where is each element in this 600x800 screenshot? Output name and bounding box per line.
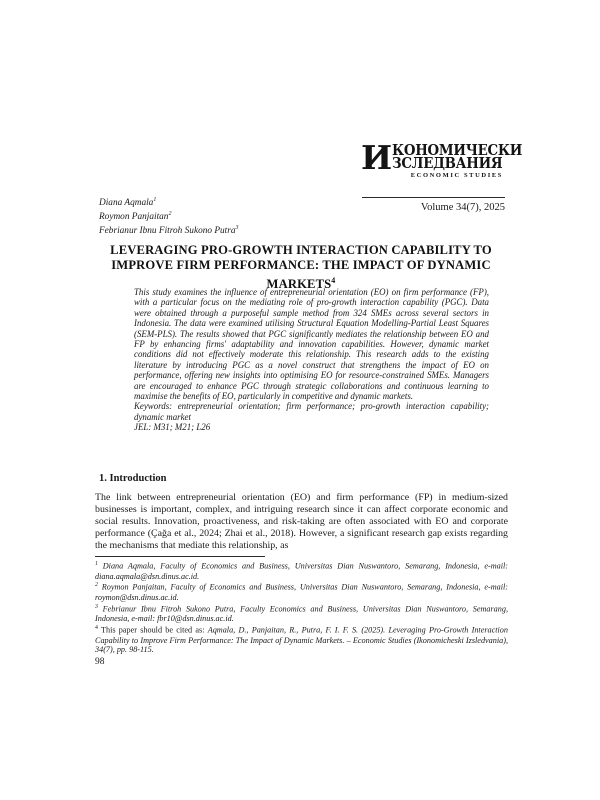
paper-title: [95, 243, 507, 292]
logo-words: [392, 144, 533, 170]
title-footnote-marker: 4: [331, 276, 336, 285]
footnote-citation-text: Aqmala, D., Panjaitan, R., Putra, F. I. F. S. (2025). Leveraging Pro-Growth Interaction Capability to Improve Firm Performance: The Impact of Dynamic Markets. – Economic Studies (Ikonomicheski Izsledvania), 34(7), pp. 98-115.: [95, 625, 508, 655]
author-name-text: Diana Aqmala: [99, 198, 154, 209]
abstract-text: This study examines the influence of entrepreneurial orientation (EO) on firm performance (FP), with a particular focus on the mediating role of pro-growth interaction capability (PGC). Data were obtained through a purposeful sample method from 324 SMEs across several sectors in Indonesia. The data were examined utilising Structural Equation Modelling-Partial Least Squares (SEM-PLS). The results showed that PGC significantly mediates the relationship between EO and FP by enhancing firms' adaptability and innovation capabilities. However, dynamic market conditions did not effectively moderate this relationship. This research adds to the existing literature by introducing PGC as a novel construct that strengthens the impact of EO on performance, offering new insights into optimising EO for resource-constrained SMEs. Managers are encouraged to enhance PGC through strategic collaborations and continuous learning to maximise the benefits of EO, particularly in competitive and dynamic markets.: [134, 287, 489, 402]
footnote-text: Febrianur Ibnu Fitroh Sukono Putra, Faculty Economics and Business, Universitas Dian Nuswantoro, Semarang, Indonesia, e-mail: fbr10@dsn.dinus.ac.id.: [95, 604, 508, 624]
footnote-marker: 1: [95, 561, 98, 567]
logo-word-line1: КОНОМИЧЕСКИ: [392, 142, 523, 159]
footnote-marker: 2: [95, 582, 98, 589]
author-footnote-marker: 2: [168, 211, 172, 218]
author-name: [99, 195, 239, 209]
author-footnote-marker: 3: [235, 225, 239, 232]
paper-title-text: LEVERAGING PRO-GROWTH INTERACTION CAPABILITY TO IMPROVE FIRM PERFORMANCE: THE IMPACT OF DYNAMIC MARKETS: [110, 243, 492, 292]
jel-line: JEL: M31; M21; L26: [134, 422, 211, 433]
author-name-text: Febrianur Ibnu Fitroh Sukono Putra: [99, 226, 236, 237]
footnote-marker: 4: [95, 624, 98, 631]
journal-logo: [361, 138, 523, 179]
logo-word-line2: ЗСЛЕДВАНИЯ: [392, 155, 503, 172]
logo-initial-letter: И: [361, 138, 392, 177]
volume-issue-line: Volume 34(7), 2025: [420, 202, 505, 213]
footnote-4: [95, 624, 508, 655]
author-list: [99, 195, 239, 237]
footnotes-block: [95, 560, 508, 655]
footnote-marker: 3: [95, 603, 98, 610]
footnote-3: [95, 603, 508, 624]
introduction-paragraph: The link between entrepreneurial orientation (EO) and firm performance (FP) in medium-sized businesses is important, complex, and intriguing research since it can affect corporate economic and social results. Innovation, proactiveness, and risk-taking are often associated with EO and corporate performance (Çağa et al., 2024; Zhai et al., 2018). However, a significant research gap exists regarding the mechanisms that mediate this relationship, as: [95, 492, 508, 552]
section-heading-introduction: 1. Introduction: [99, 473, 167, 484]
author-footnote-marker: 1: [153, 197, 157, 203]
footnote-text: Diana Aqmala, Faculty of Economics and Business, Universitas Dian Nuswantoro, Semarang, Indonesia, e-mail: diana.aqmala@dsn.dinus.ac.id.: [95, 561, 509, 581]
footnote-citation-prefix: This paper should be cited as:: [101, 625, 208, 635]
abstract-block: [134, 287, 489, 433]
author-name-text: Roymon Panjaitan: [99, 212, 169, 223]
footnote-1: [95, 560, 508, 581]
author-name: [99, 209, 239, 223]
page-number: 98: [95, 657, 105, 667]
volume-divider-line: [362, 197, 505, 198]
keywords-line: Keywords: entrepreneurial orientation; firm performance; pro-growth interaction capability; dynamic market: [134, 401, 489, 422]
footnote-2: [95, 581, 508, 602]
footnote-text: Roymon Panjaitan, Faculty of Economics and Business, Universitas Dian Nuswantoro, Semarang, Indonesia, e-mail: roymon@dsn.dinus.ac.id.: [95, 583, 509, 602]
author-name: [99, 223, 239, 237]
footnote-divider-line: [95, 556, 265, 557]
journal-subtitle: ECONOMIC STUDIES: [410, 172, 503, 179]
